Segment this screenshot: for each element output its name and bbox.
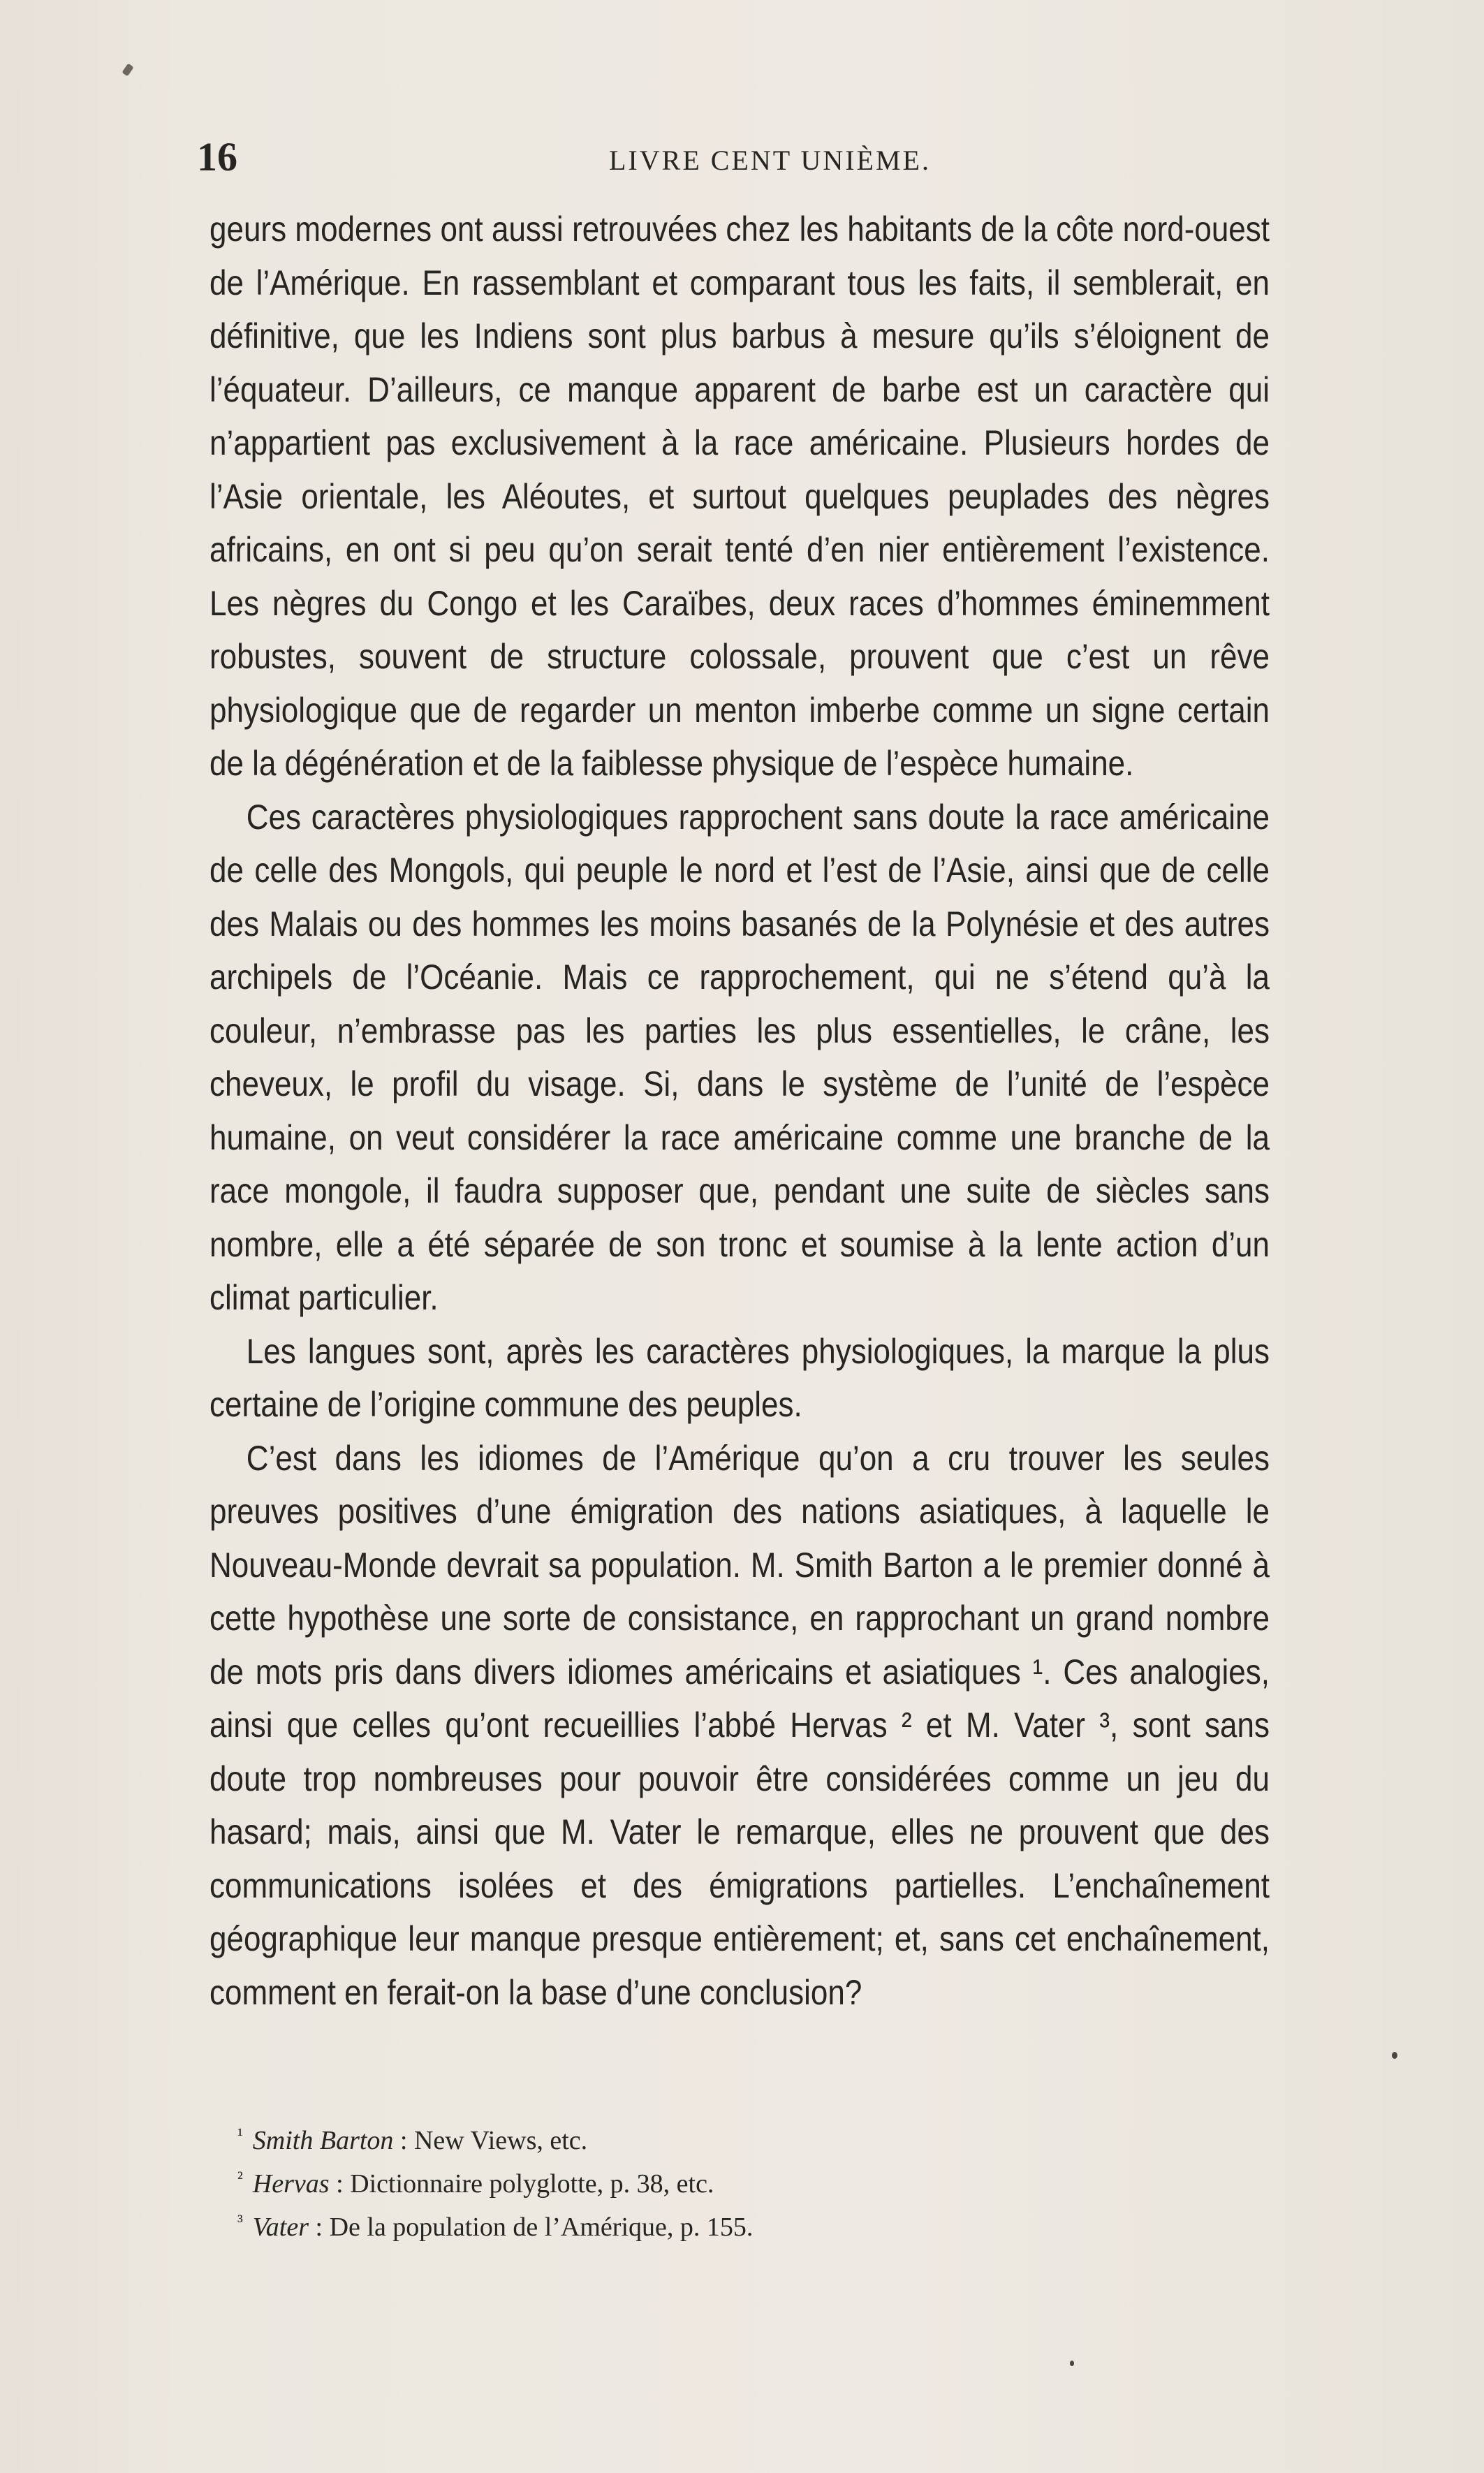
footnote-text: : New Views, etc. [399,2126,588,2155]
paper-blemish [122,64,133,77]
paragraph-1: geurs modernes ont aussi retrouvées chez les habitants de la côte nord-ouest de l’Amérique. En rassemblant et comparant tous les faits, il semblerait, en définitive, que les Indiens sont plus barbus à mesure qu’ils s’éloignent de l’équateur. D’ailleurs, ce manque apparent de barbe est un caractère qui n’appartient pas exclusivement à la race américaine. Plusieurs hordes de l’Asie orientale, les Aléoutes, et surtout quelques peuplades des nègres africains, en ont si peu qu’on serait tenté d’en nier entièrement l’existence. Les nègres du Congo et les Caraïbes, deux races d’hommes éminemment robustes, souvent de structure colossale, prouvent que c’est un rêve physiologique que de regarder un menton imberbe comme un signe certain de la dégénération et de la faiblesse physique de l’espèce humaine. [210,210,1270,783]
footnote-author: Vater [252,2213,309,2242]
page-number: 16 [197,134,237,179]
footnote-text: : Dictionnaire polyglotte, p. 38, etc. [336,2169,714,2199]
footnote-mark: ¹ [237,2125,243,2145]
paragraph-4: C’est dans les idiomes de l’Amérique qu’on a cru trouver les seules preuves positives d’une émigration des nations asiatiques, à laquelle le Nouveau-Monde devrait sa population. M. Smith Barton a le premier donné à cette hypothèse une sorte de consistance, en rapprochant un grand nombre de mots pris dans divers idiomes américains et asiatiques ¹. Ces analogies, ainsi que celles qu’ont recueillies l’abbé Hervas ² et M. Vater ³, sont sans doute trop nombreuses pour pouvoir être considérées comme un jeu du hasard; mais, ainsi que M. Vater le remarque, elles ne prouvent que des communications isolées et des émigrations partielles. L’enchaînement géographique leur manque presque entièrement; et, sans cet enchaînement, comment en ferait-on la base d’une conclusion? [210,1438,1270,2012]
footnote-author: Hervas [252,2169,330,2199]
footnote-3 [237,2203,1285,2246]
footnote-text: : De la population de l’Amérique, p. 155. [315,2213,754,2242]
footnote-author: Smith Barton [252,2126,394,2155]
page-header [197,133,1416,182]
main-text [210,203,1270,2019]
running-head: LIVRE CENT UNIÈME. [609,145,931,176]
paper-speck [1070,2361,1074,2366]
paper-speck [1392,2052,1397,2059]
paragraph-2: Ces caractères physiologiques rapprochent sans doute la race américaine de celle des Mongols, qui peuple le nord et l’est de l’Asie, ainsi que de celle des Malais ou des hommes les moins basanés de la Polynésie et des autres archipels de l’Océanie. Mais ce rapprochement, qui ne s’étend qu’à la couleur, n’embrasse pas les parties les plus essentielles, le crâne, les cheveux, le profil du visage. Si, dans le système de l’unité de l’espèce humaine, on veut considérer la race américaine comme une branche de la race mongole, il faudra supposer que, pendant une suite de siècles sans nombre, elle a été séparée de son tronc et soumise à la lente action d’un climat particulier. [210,797,1270,1317]
paragraph-3: Les langues sont, après les caractères physiologiques, la marque la plus certaine de l’origine commune des peuples. [210,1331,1270,1424]
footnotes [237,2116,1285,2246]
footnote-mark: ³ [237,2211,243,2231]
footnote-mark: ² [237,2168,243,2188]
footnote-2 [237,2159,1285,2203]
footnote-1 [237,2116,1285,2159]
